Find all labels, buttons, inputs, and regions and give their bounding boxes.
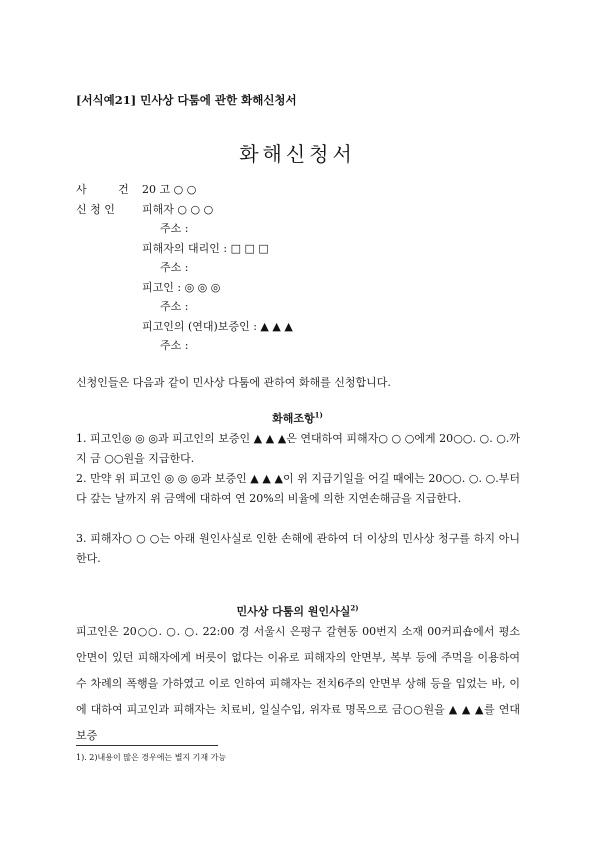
guarantor-address-label: 주소 : <box>160 339 189 352</box>
defendant-address-label: 주소 : <box>160 300 189 313</box>
footnote-text: 1). 2)내용이 많은 경우에는 별지 기재 가능 <box>76 753 227 762</box>
victim-agent: 피해자의 대리인 : □ □ □ <box>142 242 269 255</box>
cause-text: 피고인은 20○○. ○. ○. 22:00 경 서울시 은평구 갈현동 00번지 소재 00커피숍에서 평소 안면이 있던 피해자에게 버릇이 없다는 이유로 피해자의 안면부, 복부 등에 주먹을 이용하여 수 차례의 폭행을 가하였고 이로 인하여 피해자는 전치6주의 안면부 상해 등을 입었는 바, 이에 대하여 피고인과 피해자는 치료비, 일실수입, 위자료 명목으로 금○○원을 ▲ ▲ ▲를 연대보증 <box>76 625 520 742</box>
guarantor-name: 피고인의 (연대)보증인 : ▲ ▲ ▲ <box>142 320 293 333</box>
applicant-label: 신 청 인 <box>76 203 115 216</box>
case-value: 20 고 ○ ○ <box>142 183 197 196</box>
case-label: 사 건 <box>76 183 143 196</box>
agent-address-label: 주소 : <box>160 261 189 274</box>
settlement-title <box>0 410 595 426</box>
cause-title-text: 민사상 다툼의 원인사실 <box>236 605 351 618</box>
victim-address-label: 주소 : <box>160 222 189 235</box>
settlement-title-text: 화해조항 <box>272 412 315 425</box>
defendant-name: 피고인 : ◎ ◎ ◎ <box>142 281 221 294</box>
victim-name: 피해자 ○ ○ ○ <box>142 203 214 216</box>
cause-title <box>0 603 595 619</box>
document-title: 화해신청서 <box>239 142 356 166</box>
settlement-item-3: 3. 피해자○ ○ ○는 아래 원인사실로 인한 손해에 관하여 더 이상의 민사상 청구를 하지 아니한다. <box>76 532 520 565</box>
intro-text: 신청인들은 다음과 같이 민사상 다툼에 관하여 화해를 신청합니다. <box>76 376 391 389</box>
form-title: [서식예21] 민사상 다툼에 관한 화해신청서 <box>76 93 297 107</box>
settlement-item-1: 1. 피고인◎ ◎ ◎과 피고인의 보증인 ▲ ▲ ▲은 연대하여 피해자○ ○ ○에게 20○○. ○. ○.까지 금 ○○원을 지급한다. <box>76 432 520 465</box>
footnote-ref-1: 1) <box>314 410 323 420</box>
settlement-item-2: 2. 만약 위 피고인 ◎ ◎ ◎과 보증인 ▲ ▲ ▲이 위 지급기일을 어길 때에는 20○○. ○. ○.부터 다 갚는 날까지 위 금액에 대하여 연 20%의 비율에 의한 지연손해금을 지급한다. <box>76 472 520 505</box>
footnote-divider <box>76 745 218 746</box>
footnote-ref-2: 2) <box>350 603 359 613</box>
